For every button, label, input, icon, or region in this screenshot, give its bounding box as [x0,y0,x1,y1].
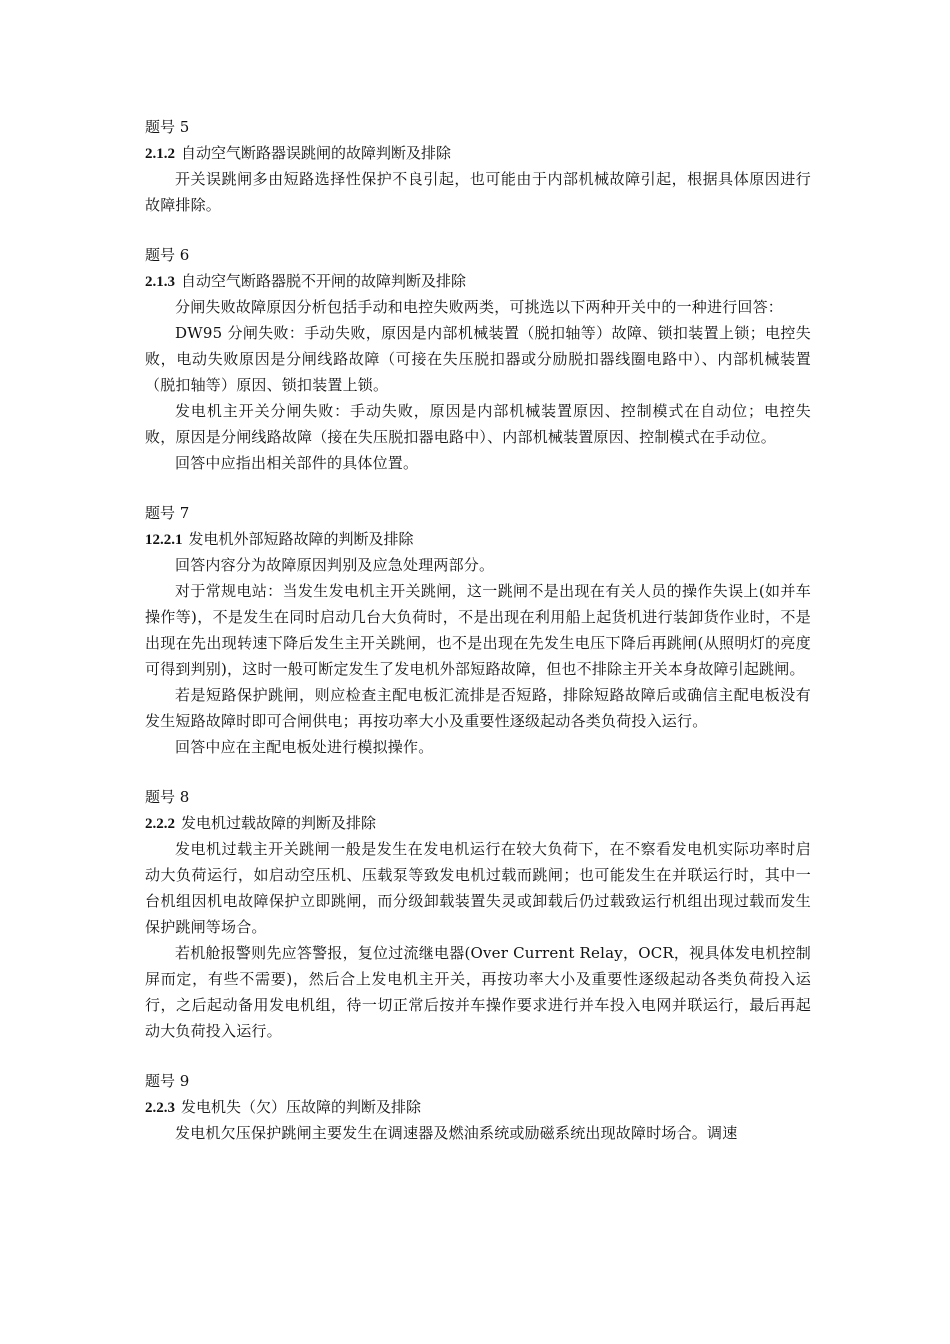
paragraph: 若机舱报警则先应答警报，复位过流继电器(Over Current Relay，OCR，视具体发电机控制屏而定，有些不需要)，然后合上发电机主开关，再按功率大小及重要性逐级起动各类负荷投入运行，之后起动备用发电机组，待一切正常后按并车操作要求进行并车投入电网并联运行，最后再起动大负荷投入运行。 [145,944,811,1040]
section-q7 [145,500,811,760]
heading-number: 2.2.2 [145,816,175,832]
document-page [145,114,811,1146]
question-number: 题号 9 [145,1072,190,1090]
heading-title: 发电机过载故障的判断及排除 [181,814,377,832]
paragraph: 开关误跳闸多由短路选择性保护不良引起，也可能由于内部机械故障引起，根据具体原因进行故障排除。 [145,170,811,214]
heading-title: 发电机失（欠）压故障的判断及排除 [181,1098,422,1116]
paragraph: 发电机过载主开关跳闸一般是发生在发电机运行在较大负荷下，在不察看发电机实际功率时启动大负荷运行，如启动空压机、压载泵等致发电机过载而跳闸；也可能发生在并联运行时，其中一台机组因机电故障保护立即跳闸，而分级卸载装置失灵或卸载后仍过载致运行机组出现过载而发生保护跳闸等场合。 [145,840,811,936]
heading-number: 2.1.3 [145,274,175,290]
paragraph: 对于常规电站：当发生发电机主开关跳闸，这一跳闸不是出现在有关人员的操作失误上(如并车操作等)，不是发生在同时启动几台大负荷时，不是出现在利用船上起货机进行装卸货作业时，不是出现在先出现转速下降后发生主开关跳闸，也不是出现在先发生电压下降后再跳闸(从照明灯的亮度可得到判别)，这时一般可断定发生了发电机外部短路故障，但也不排除主开关本身故障引起跳闸。 [145,582,811,678]
question-number: 题号 8 [145,788,190,806]
paragraph: 回答中应在主配电板处进行模拟操作。 [175,738,434,756]
heading-title: 发电机外部短路故障的判断及排除 [188,530,414,548]
section-q6 [145,242,811,476]
section-q5 [145,114,811,218]
section-heading [145,810,811,836]
heading-title: 自动空气断路器误跳闸的故障判断及排除 [181,144,452,162]
paragraph: 发电机欠压保护跳闸主要发生在调速器及燃油系统或励磁系统出现故障时场合。调速 [175,1124,738,1142]
heading-number: 2.1.2 [145,146,175,162]
section-heading [145,268,811,294]
paragraph: 发电机主开关分闸失败：手动失败，原因是内部机械装置原因、控制模式在自动位；电控失败，原因是分闸线路故障（接在失压脱扣器电路中）、内部机械装置原因、控制模式在手动位。 [145,402,811,446]
section-heading [145,526,811,552]
section-q9 [145,1068,811,1146]
paragraph: 若是短路保护跳闸，则应检查主配电板汇流排是否短路，排除短路故障后或确信主配电板没有发生短路故障时即可合闸供电；再按功率大小及重要性逐级起动各类负荷投入运行。 [145,686,811,730]
section-heading [145,140,811,166]
paragraph: DW95 分闸失败：手动失败，原因是内部机械装置（脱扣轴等）故障、锁扣装置上锁；电控失败，电动失败原因是分闸线路故障（可接在失压脱扣器或分励脱扣器线圈电路中）、内部机械装置（脱扣轴等）原因、锁扣装置上锁。 [145,324,811,394]
section-heading [145,1094,811,1120]
question-number: 题号 5 [145,118,190,136]
paragraph: 分闸失败故障原因分析包括手动和电控失败两类，可挑选以下两种开关中的一种进行回答： [175,298,784,316]
heading-title: 自动空气断路器脱不开闸的故障判断及排除 [181,272,467,290]
question-number: 题号 7 [145,504,190,522]
paragraph: 回答中应指出相关部件的具体位置。 [175,454,419,472]
heading-number: 12.2.1 [145,532,183,548]
paragraph: 回答内容分为故障原因判别及应急处理两部分。 [175,556,495,574]
heading-number: 2.2.3 [145,1100,175,1116]
section-q8 [145,784,811,1044]
question-number: 题号 6 [145,246,190,264]
